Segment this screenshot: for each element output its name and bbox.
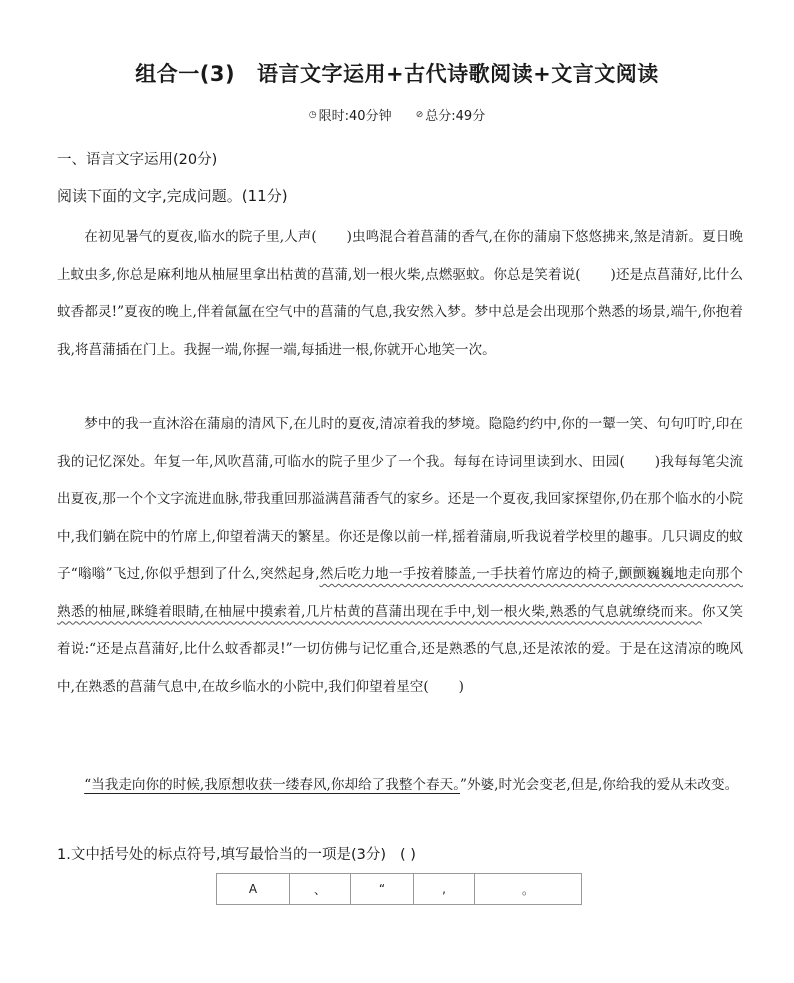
time-limit	[309, 105, 392, 124]
passage-text: )	[458, 678, 464, 695]
section-heading: 一、语言文字运用(20分)	[57, 152, 218, 168]
passage-text: )虫鸣混合着菖蒲的香气,在你的蒲扇下悠悠拂来,煞是清新。夏日晚上蚊虫多,你总是麻利地从柚屉里拿出枯黄的菖蒲,划一根火柴,点燃驱蚊。你总是笑着说(	[57, 229, 743, 283]
question-text: 1.文中括号处的标点符号,填写最恰当的一项是(3分)	[57, 847, 386, 863]
option-cell: 。	[475, 874, 582, 905]
score-icon: ⊘	[415, 109, 424, 120]
total-score	[416, 105, 485, 124]
options-row	[217, 874, 582, 905]
passage-paragraph-1	[57, 219, 743, 369]
option-cell: “	[351, 874, 414, 905]
underlined-quote: “当我走向你的时候,我原想收获一缕春风,你却给了我整个春天。	[84, 777, 461, 793]
title-subject-label: 语言文字运用+古代诗歌阅读+文言文阅读	[257, 62, 659, 86]
title-set-label: 组合一(3)	[135, 62, 236, 86]
passage-text: 梦中的我一直沐浴在蒲扇的清风下,在儿时的夏夜,清凉着我的梦境。隐隐约约中,你的一颦一笑、句句叮咛,印在我的记忆深处。年复一年,风吹菖蒲,可临水的院子里少了一个我。每每在诗词里读到水、田园(	[57, 416, 743, 470]
question-1	[57, 843, 416, 864]
passage-paragraph-2	[57, 406, 743, 706]
passage-text: 你又笑着说:“还是点菖蒲好,比什么蚊香都灵!”一切仿佛与记忆重合,还是熟悉的气息,还是浓浓的爱。于是在这清凉的晚风中,在熟悉的菖蒲气息中,在故乡临水的小院中,我们仰望着星空(	[57, 603, 744, 695]
answer-parentheses[interactable]: ( )	[399, 847, 416, 863]
option-cell[interactable]: A	[217, 874, 290, 905]
reading-instruction: 阅读下面的文字,完成问题。(11分)	[57, 187, 288, 205]
option-cell: ,	[414, 874, 475, 905]
passage-paragraph-3	[57, 767, 743, 805]
options-table	[216, 873, 582, 905]
page-title	[0, 58, 794, 88]
total-score-label: 总分:49分	[425, 109, 486, 124]
passage-text: )还是点菖蒲好,比什么蚊香都灵!”夏夜的晚上,伴着氤氲在空气中的菖蒲的气息,我安然入梦。梦中总是会出现那个熟悉的场景,端午,你抱着我,将菖蒲插在门上。我握一端,你握一端,每插进一根,你就开心地笑一次。	[57, 266, 743, 358]
meta-line	[0, 105, 794, 124]
passage-text: 在初见暑气的夏夜,临水的院子里,人声(	[84, 229, 317, 245]
passage-text: ”外婆,时光会变老,但是,你给我的爱从未改变。	[460, 777, 739, 793]
option-cell: 、	[290, 874, 351, 905]
clock-icon: ◷	[308, 109, 317, 120]
passage-text: )我每每笔尖流出夏夜,那一个个文字流进血脉,带我重回那溢满菖蒲香气的家乡。还是一个夏夜,我回家探望你,仍在那个临水的小院中,我们躺在院中的竹席上,仰望着满天的繁星。你还是像以前一样,摇着蒲扇,听我说着学校里的趣事。几只调皮的蚊子“嗡嗡”飞过,你似乎想到了什么,突然起身,	[57, 453, 743, 582]
time-limit-label: 限时:40分钟	[318, 109, 392, 124]
wavy-underlined-text: 然后吃力地一手按着膝盖,一手扶着竹席边的椅子,颤颤巍巍地走向那个熟悉的柚屉,眯缝着眼睛,在柚屉中摸索着,几片枯黄的菖蒲出现在手中,划一根火柴,熟悉的气息就缭绕而来。	[57, 566, 743, 620]
